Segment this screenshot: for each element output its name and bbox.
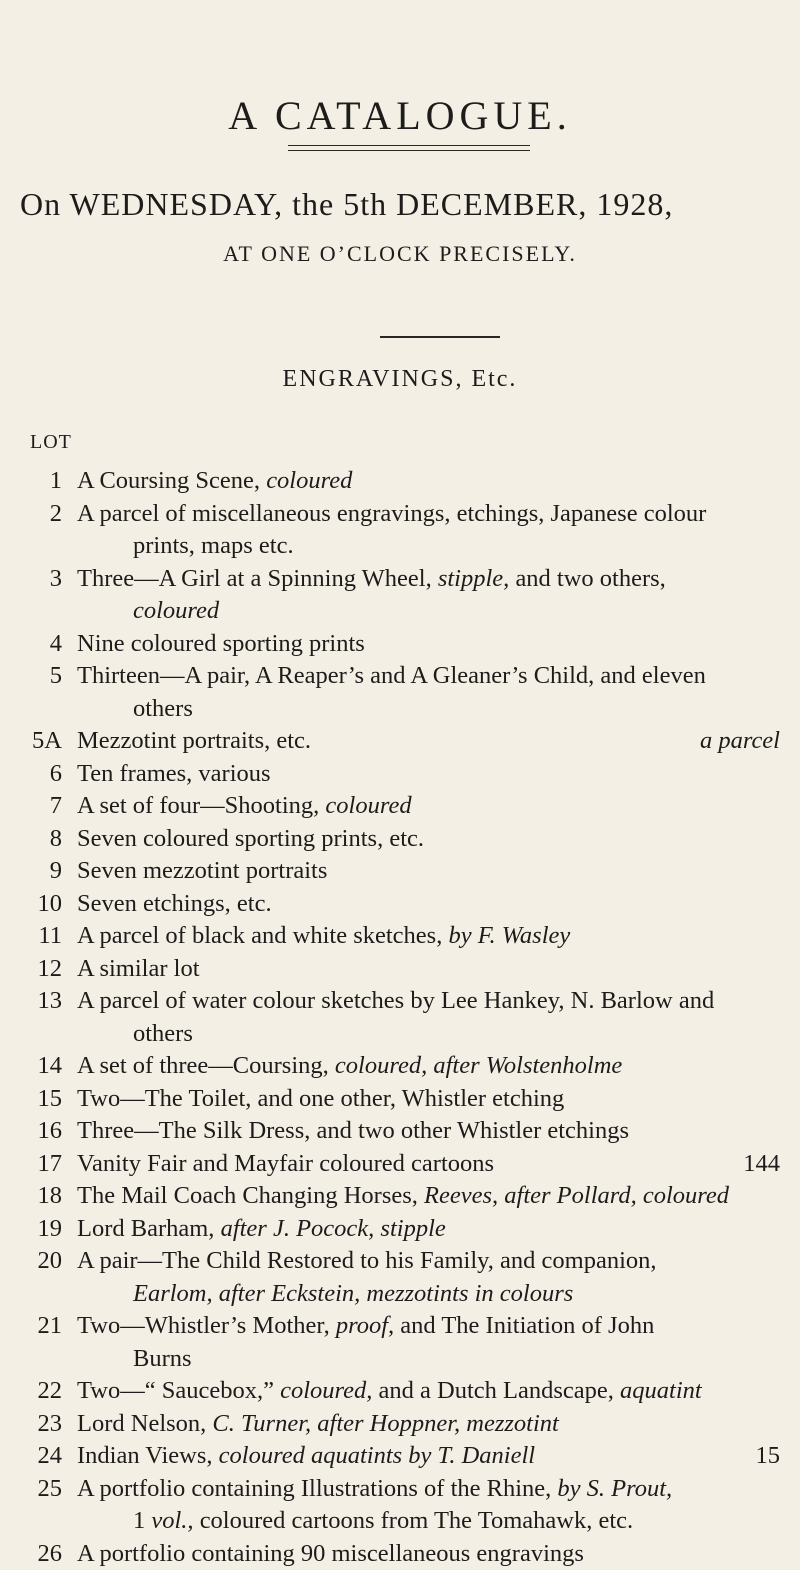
lot-description-line <box>77 1440 780 1473</box>
lot-continuation-line <box>77 693 780 726</box>
lot-description-line <box>77 563 780 596</box>
list-item <box>0 1310 800 1375</box>
lot-description-line <box>77 1050 780 1083</box>
list-item <box>0 1245 800 1310</box>
lot-number: 22 <box>0 1375 77 1408</box>
lot-description-line <box>77 1115 780 1148</box>
lot-description-line <box>77 498 780 531</box>
lot-number: 2 <box>0 498 77 531</box>
lot-number: 8 <box>0 823 77 856</box>
lot-text: A pair—The Child Restored to his Family, and companion, <box>77 1247 657 1274</box>
lot-description <box>77 1115 800 1148</box>
lot-text: Two—“ Saucebox,” <box>77 1377 280 1404</box>
lot-description <box>77 1148 800 1181</box>
lot-text: others <box>133 695 193 722</box>
lot-italic-text: stipple, <box>438 565 509 592</box>
lot-description <box>77 790 800 823</box>
list-item <box>0 888 800 921</box>
list-item <box>0 563 800 628</box>
lot-text: Three—A Girl at a Spinning Wheel, <box>77 565 438 592</box>
list-item <box>0 660 800 725</box>
lot-description <box>77 1538 800 1570</box>
lot-italic-text: proof, <box>336 1312 394 1339</box>
lot-description-line <box>77 953 780 986</box>
list-item <box>0 628 800 661</box>
lot-description-line <box>77 920 780 953</box>
list-item <box>0 725 800 758</box>
lot-text: Seven coloured sporting prints, etc. <box>77 825 424 852</box>
list-item <box>0 953 800 986</box>
lot-number: 25 <box>0 1473 77 1506</box>
lot-italic-text: C. Turner, after Hoppner, mezzotint <box>212 1410 558 1437</box>
sale-date: On WEDNESDAY, the 5th DECEMBER, 1928, <box>20 188 800 220</box>
list-item <box>0 1083 800 1116</box>
lot-text: A Coursing Scene, <box>77 467 266 494</box>
lot-text: Vanity Fair and Mayfair coloured cartoons <box>77 1150 494 1177</box>
lot-description <box>77 725 800 758</box>
lot-italic-text: by F. Wasley <box>448 922 570 949</box>
lot-text: and The Initiation of John <box>394 1312 654 1339</box>
lot-text: Two—Whistler’s Mother, <box>77 1312 336 1339</box>
lot-description-line <box>77 660 780 693</box>
lot-italic-text: after J. Pocock, stipple <box>221 1215 446 1242</box>
lot-number: 1 <box>0 465 77 498</box>
lot-description <box>77 1050 800 1083</box>
lot-italic-text: coloured <box>266 467 352 494</box>
lot-description-line <box>77 1473 780 1506</box>
lot-number: 16 <box>0 1115 77 1148</box>
list-item <box>0 790 800 823</box>
lot-text: A parcel of miscellaneous engravings, etchings, Japanese colour <box>77 500 706 527</box>
lot-description <box>77 1180 800 1213</box>
lot-description-line <box>77 1083 780 1116</box>
lot-margin-note: a parcel <box>700 725 780 758</box>
lot-text: A portfolio containing Illustrations of the Rhine, <box>77 1475 557 1502</box>
lot-description-line <box>77 888 780 921</box>
list-item <box>0 855 800 888</box>
lot-description <box>77 920 800 953</box>
lot-number: 26 <box>0 1538 77 1570</box>
lot-number: 12 <box>0 953 77 986</box>
list-item <box>0 985 800 1050</box>
lot-number: 21 <box>0 1310 77 1343</box>
lot-description <box>77 1245 800 1310</box>
lot-description-line <box>77 1408 780 1441</box>
list-item <box>0 465 800 498</box>
lot-description-line <box>77 1245 780 1278</box>
lot-description-line <box>77 855 780 888</box>
title-rule-lower <box>288 150 530 151</box>
lot-description-line <box>77 758 780 791</box>
title-rule-upper <box>288 145 530 146</box>
lot-description-line <box>77 725 780 758</box>
lot-text: Nine coloured sporting prints <box>77 630 365 657</box>
lot-italic-text: aquatint <box>620 1377 702 1404</box>
lot-description <box>77 465 800 498</box>
catalogue-title: A CATALOGUE. <box>0 96 800 136</box>
list-item <box>0 823 800 856</box>
lot-italic-text: coloured, after Wolstenholme <box>335 1052 622 1079</box>
lot-number: 13 <box>0 985 77 1018</box>
lot-number: 23 <box>0 1408 77 1441</box>
sale-time: AT ONE O’CLOCK PRECISELY. <box>0 243 800 265</box>
lot-number: 11 <box>0 920 77 953</box>
lot-text: Burns <box>133 1345 192 1372</box>
lot-number: 6 <box>0 758 77 791</box>
lot-margin-number: 15 <box>756 1440 781 1473</box>
lot-number: 19 <box>0 1213 77 1246</box>
list-item <box>0 1148 800 1181</box>
lot-description <box>77 1375 800 1408</box>
lot-text: Three—The Silk Dress, and two other Whistler etchings <box>77 1117 629 1144</box>
list-item <box>0 1213 800 1246</box>
list-item <box>0 1538 800 1570</box>
list-item <box>0 920 800 953</box>
lot-description <box>77 823 800 856</box>
lot-text: Seven mezzotint portraits <box>77 857 327 884</box>
lot-description <box>77 758 800 791</box>
lot-continuation-line <box>77 1343 780 1376</box>
lot-text: Indian Views, <box>77 1442 219 1469</box>
lot-text: and a Dutch Landscape, <box>372 1377 620 1404</box>
list-item <box>0 498 800 563</box>
lot-italic-text: coloured aquatints by T. Daniell <box>219 1442 535 1469</box>
lot-description <box>77 953 800 986</box>
lot-description <box>77 1408 800 1441</box>
lot-text: Thirteen—A pair, A Reaper’s and A Gleaner’s Child, and eleven <box>77 662 706 689</box>
lot-number: 14 <box>0 1050 77 1083</box>
lot-continuation-line <box>77 1505 780 1538</box>
lot-description-line <box>77 1375 780 1408</box>
lot-description-line <box>77 1310 780 1343</box>
lot-number: 20 <box>0 1245 77 1278</box>
lot-text: A similar lot <box>77 955 200 982</box>
lot-text: The Mail Coach Changing Horses, <box>77 1182 424 1209</box>
list-item <box>0 1473 800 1538</box>
lot-description-line <box>77 628 780 661</box>
lot-description <box>77 985 800 1050</box>
lot-description-line <box>77 985 780 1018</box>
lot-italic-text: coloured <box>325 792 411 819</box>
lot-description <box>77 628 800 661</box>
lot-italic-text: Earlom, after Eckstein, mezzotints in colours <box>133 1280 573 1307</box>
list-item <box>0 1375 800 1408</box>
list-item <box>0 1408 800 1441</box>
lot-text: others <box>133 1020 193 1047</box>
lot-description-line <box>77 1538 780 1570</box>
lot-number: 5A <box>0 725 77 758</box>
lot-description <box>77 498 800 563</box>
lot-number: 5 <box>0 660 77 693</box>
lot-text: A set of three—Coursing, <box>77 1052 335 1079</box>
lot-continuation-line <box>77 530 780 563</box>
lot-description <box>77 563 800 628</box>
list-item <box>0 758 800 791</box>
list-item <box>0 1050 800 1083</box>
list-item <box>0 1440 800 1473</box>
lot-text: A portfolio containing 90 miscellaneous engravings <box>77 1540 584 1567</box>
lot-italic-text: vol., <box>151 1507 193 1534</box>
lot-continuation-line <box>77 595 780 628</box>
lot-italic-text: by S. Prout, <box>557 1475 672 1502</box>
lot-italic-text: coloured, <box>280 1377 372 1404</box>
lot-description-line <box>77 823 780 856</box>
lot-text: Lord Barham, <box>77 1215 221 1242</box>
lot-text: and two others, <box>509 565 666 592</box>
lot-column-label: LOT <box>30 431 72 454</box>
lot-description-line <box>77 790 780 823</box>
section-heading: ENGRAVINGS, Etc. <box>0 367 800 391</box>
lot-number: 10 <box>0 888 77 921</box>
lot-number: 7 <box>0 790 77 823</box>
lot-italic-text: coloured <box>133 597 219 624</box>
lot-text: A parcel of black and white sketches, <box>77 922 448 949</box>
lot-number: 15 <box>0 1083 77 1116</box>
lot-description-line <box>77 465 780 498</box>
lot-number: 17 <box>0 1148 77 1181</box>
list-item <box>0 1180 800 1213</box>
lot-description <box>77 1083 800 1116</box>
lot-text: Mezzotint portraits, etc. <box>77 727 311 754</box>
lot-description <box>77 1440 800 1473</box>
lot-text: Ten frames, various <box>77 760 271 787</box>
lot-description <box>77 1213 800 1246</box>
lot-number: 24 <box>0 1440 77 1473</box>
lot-continuation-line <box>77 1018 780 1051</box>
lot-continuation-line <box>77 1278 780 1311</box>
lot-description-line <box>77 1213 780 1246</box>
lot-description <box>77 855 800 888</box>
lot-text: prints, maps etc. <box>133 532 294 559</box>
lot-description-line <box>77 1180 780 1213</box>
lot-text: A set of four—Shooting, <box>77 792 325 819</box>
lot-list <box>0 465 800 1570</box>
lot-text: 1 <box>133 1507 151 1534</box>
lot-margin-number: 144 <box>743 1148 780 1181</box>
lot-number: 3 <box>0 563 77 596</box>
lot-description-line <box>77 1148 780 1181</box>
lot-text: Lord Nelson, <box>77 1410 212 1437</box>
lot-text: Two—The Toilet, and one other, Whistler etching <box>77 1085 564 1112</box>
lot-description <box>77 1473 800 1538</box>
lot-description <box>77 660 800 725</box>
lot-description <box>77 888 800 921</box>
list-item <box>0 1115 800 1148</box>
lot-number: 9 <box>0 855 77 888</box>
section-rule <box>380 336 500 338</box>
lot-number: 4 <box>0 628 77 661</box>
lot-text: coloured cartoons from The Tomahawk, etc. <box>194 1507 634 1534</box>
lot-number: 18 <box>0 1180 77 1213</box>
lot-description <box>77 1310 800 1375</box>
lot-text: A parcel of water colour sketches by Lee Hankey, N. Barlow and <box>77 987 714 1014</box>
lot-text: Seven etchings, etc. <box>77 890 272 917</box>
lot-italic-text: Reeves, after Pollard, coloured <box>424 1182 729 1209</box>
